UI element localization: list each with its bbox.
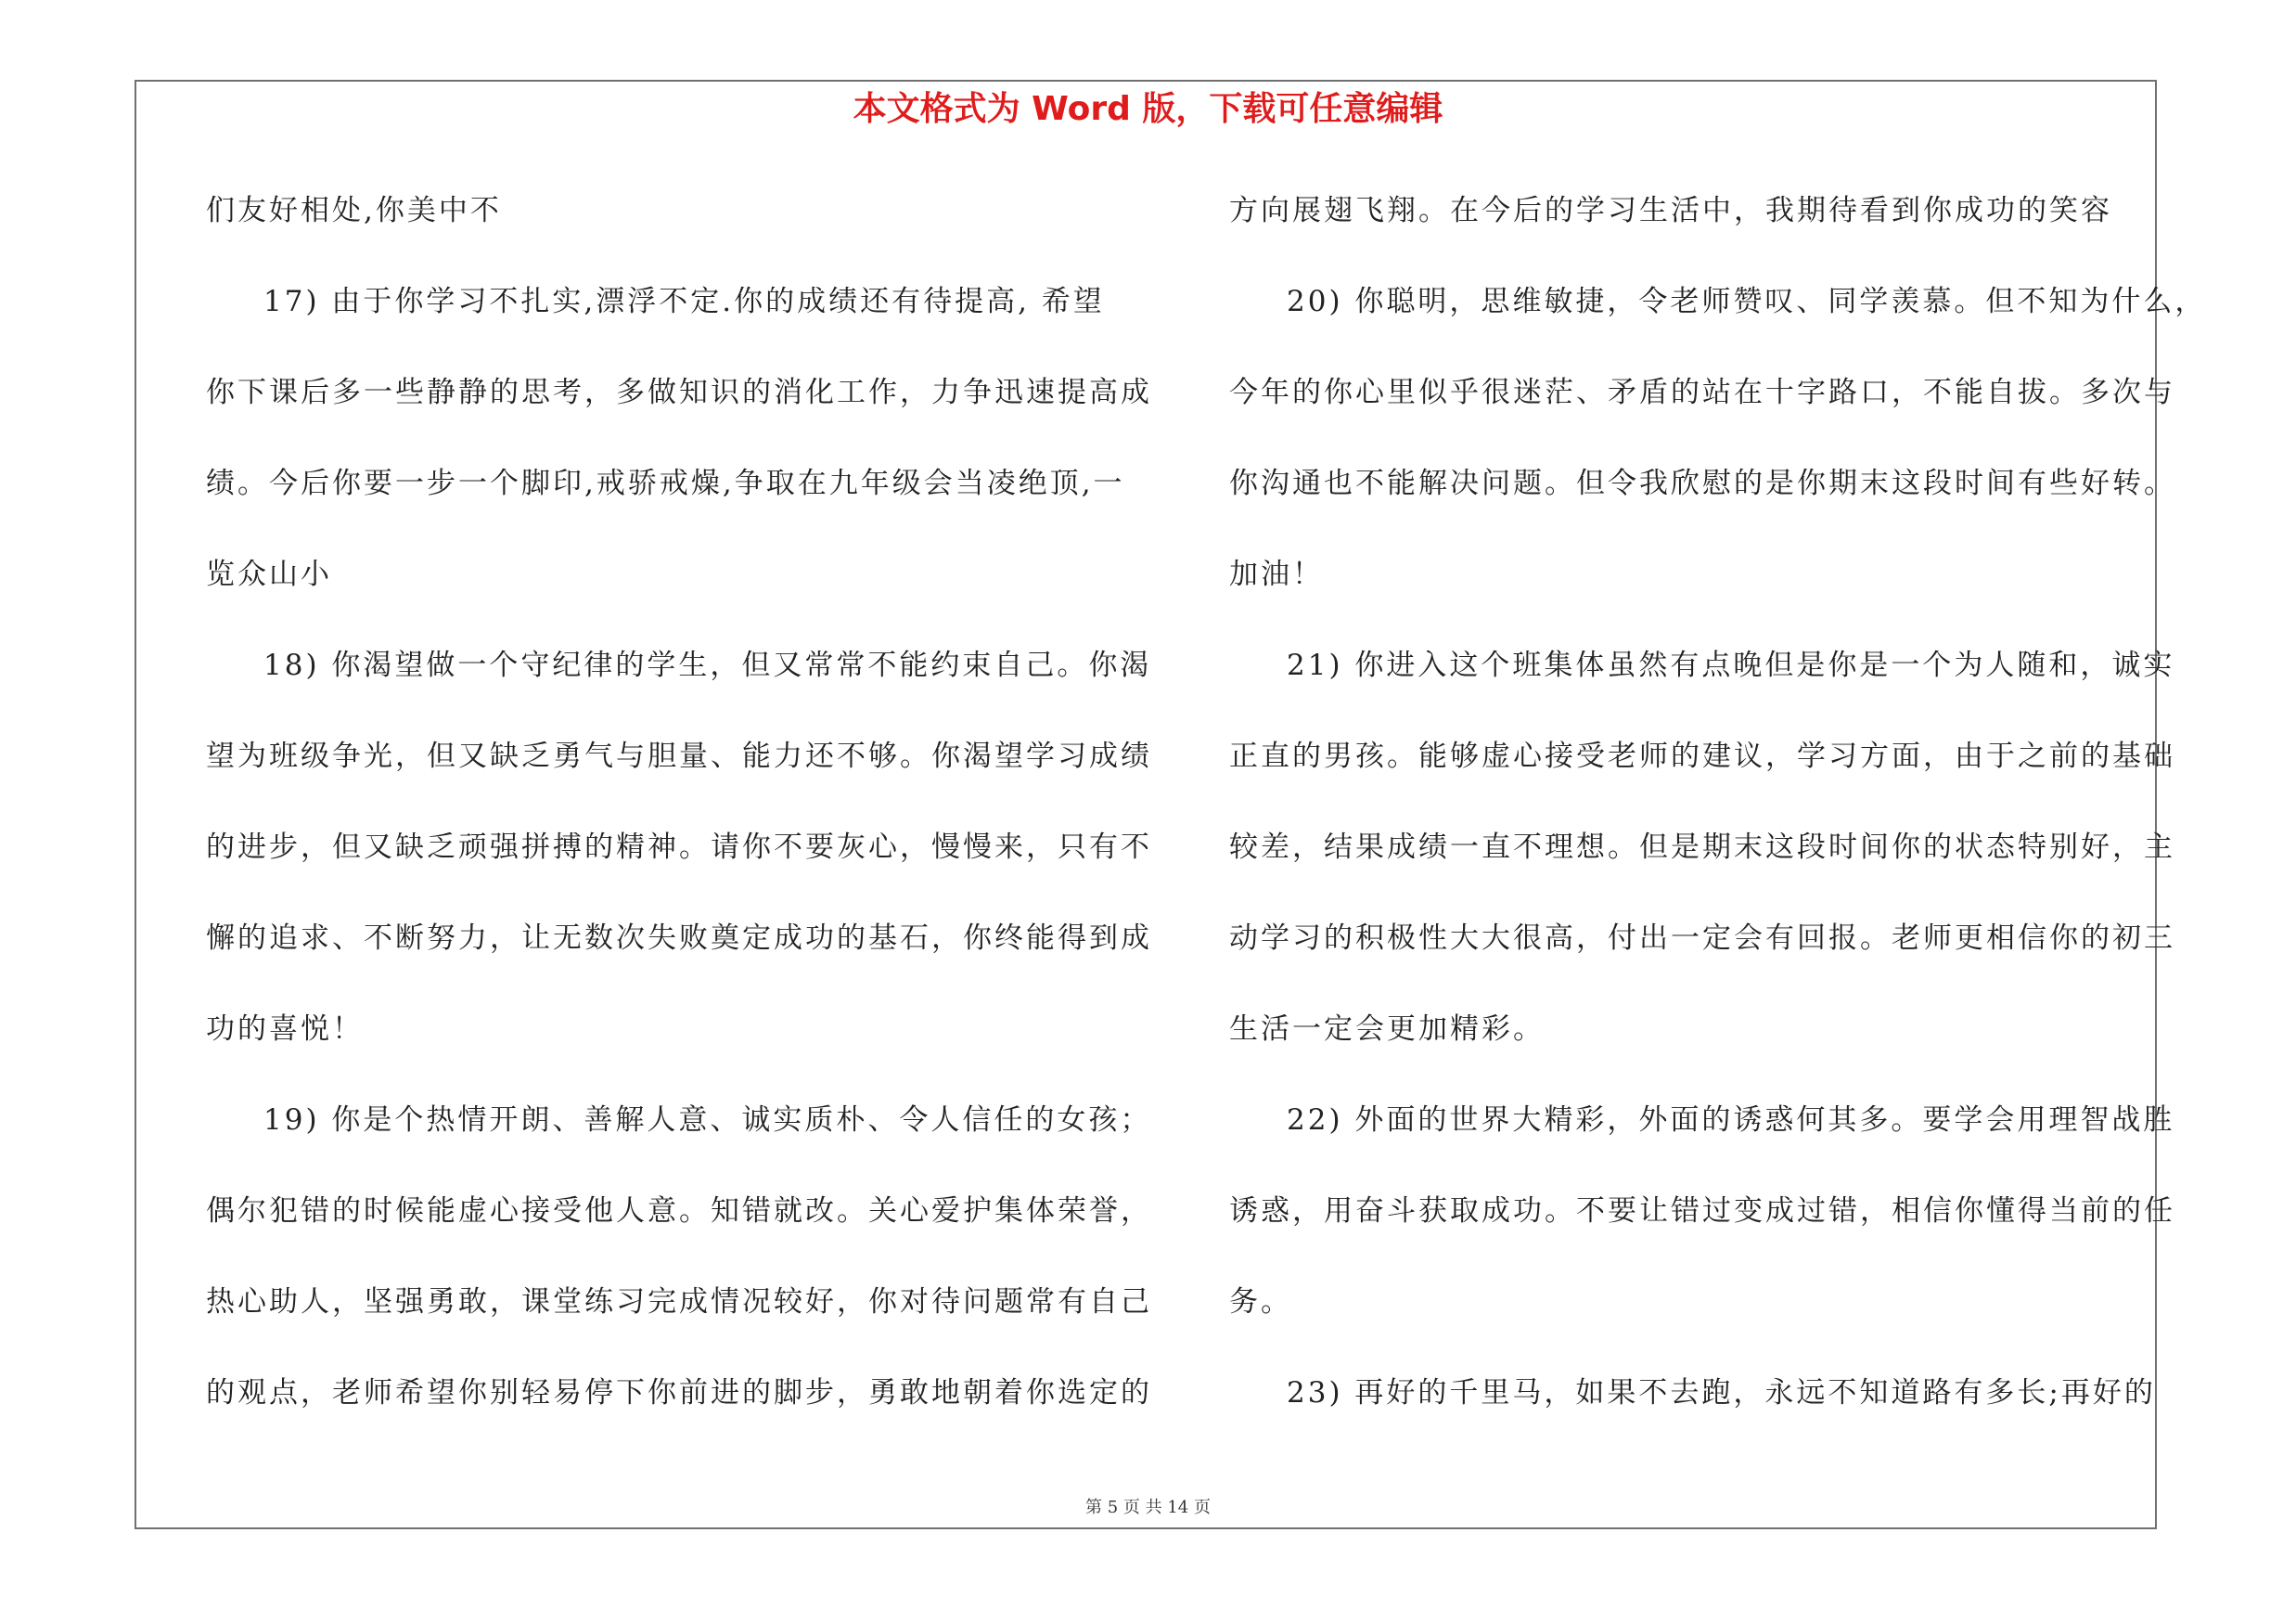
text-line: 正直的男孩。能够虚心接受老师的建议，学习方面，由于之前的基础 (1229, 740, 2175, 773)
text-line: 偶尔犯错的时候能虚心接受他人意。知错就改。关心爱护集体荣誉， (206, 1194, 1152, 1228)
left-column (206, 182, 1152, 1455)
text-line: 览众山小 (206, 558, 332, 591)
text-line: 加油！ (1229, 558, 1324, 591)
text-line: 动学习的积极性大大很高，付出一定会有回报。老师更相信你的初三 (1229, 921, 2175, 955)
format-banner: 本文格式为 Word 版，下载可任意编辑 (853, 90, 1443, 128)
page-footer: 第 5 页 共 14 页 (1085, 1498, 1211, 1517)
text-line: 你沟通也不能解决问题。但令我欣慰的是你期末这段时间有些好转。 (1229, 467, 2175, 500)
right-column (1229, 182, 2207, 1455)
text-line: 热心助人，坚强勇敢，课堂练习完成情况较好，你对待问题常有自己 (206, 1285, 1152, 1319)
text-line: 19) 你是个热情开朗、善解人意、诚实质朴、令人信任的女孩； (263, 1103, 1152, 1137)
text-line: 21) 你进入这个班集体虽然有点晚但是你是一个为人随和，诚实 (1287, 649, 2175, 682)
text-line: 方向展翅飞翔。在今后的学习生活中，我期待看到你成功的笑容 (1229, 194, 2112, 227)
text-line: 20) 你聪明，思维敏捷，令老师赞叹、同学羡慕。但不知为什么， (1287, 285, 2207, 318)
text-line: 懈的追求、不断努力，让无数次失败奠定成功的基石，你终能得到成 (206, 921, 1152, 955)
text-line: 务。 (1229, 1285, 1292, 1319)
text-line: 的观点，老师希望你别轻易停下你前进的脚步，勇敢地朝着你选定的 (206, 1376, 1152, 1410)
text-line: 绩。今后你要一步一个脚印,戒骄戒燥,争取在九年级会当凌绝顶,一 (206, 467, 1125, 500)
text-line: 较差，结果成绩一直不理想。但是期末这段时间你的状态特别好，主 (1229, 831, 2175, 864)
text-line: 17) 由于你学习不扎实,漂浮不定.你的成绩还有待提高, 希望 (263, 285, 1105, 318)
text-line: 23) 再好的千里马，如果不去跑，永远不知道路有多长;再好的 (1287, 1376, 2156, 1410)
text-line: 功的喜悦！ (206, 1012, 364, 1046)
text-line: 你下课后多一些静静的思考，多做知识的消化工作，力争迅速提高成 (206, 376, 1152, 409)
text-line: 生活一定会更加精彩。 (1229, 1012, 1545, 1046)
text-line: 今年的你心里似乎很迷茫、矛盾的站在十字路口，不能自拔。多次与 (1229, 376, 2175, 409)
text-line: 望为班级争光，但又缺乏勇气与胆量、能力还不够。你渴望学习成绩 (206, 740, 1152, 773)
text-line: 18) 你渴望做一个守纪律的学生，但又常常不能约束自己。你渴 (263, 649, 1152, 682)
text-line: 诱惑，用奋斗获取成功。不要让错过变成过错，相信你懂得当前的任 (1229, 1194, 2175, 1228)
text-line: 的进步，但又缺乏顽强拼搏的精神。请你不要灰心，慢慢来，只有不 (206, 831, 1152, 864)
text-line: 22) 外面的世界大精彩，外面的诱惑何其多。要学会用理智战胜 (1287, 1103, 2175, 1137)
text-line: 们友好相处,你美中不 (206, 194, 502, 227)
